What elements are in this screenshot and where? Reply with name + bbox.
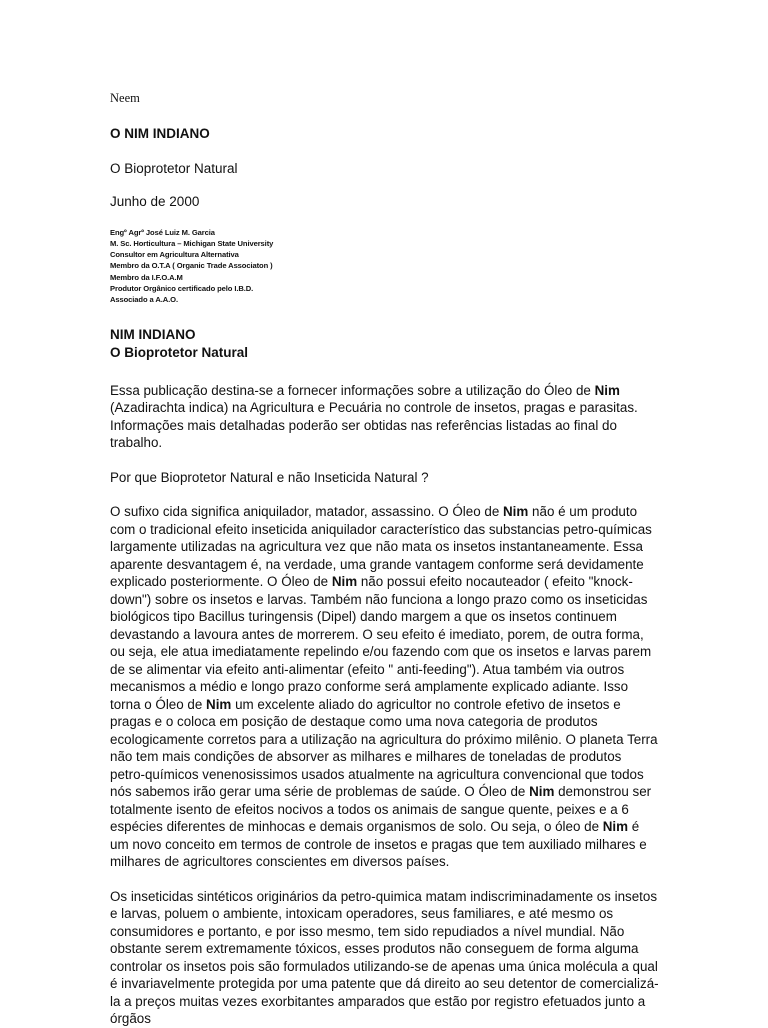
nim-term: Nim: [331, 574, 358, 590]
paragraph-inseticidas: Os inseticidas sintéticos originários da petro-quimica matam indiscriminadamente os insetos e larvas, poluem o ambiente, intoxicam operadores, seus familiares, e até mesmo os consumidores e portanto, e por isso mesmo, tem sido repudiados a nível mundial. Não obstante serem extremamente tóxicos, esses produtos não conseguem de forma alguma controlar os insetos pois são formulados utilizando-se de apenas uma única molécula a qual é invariavelmente protegida por uma patente que dá direito ao seu detentor de comercializá-la a preços muitas vezes exorbitantes amparados que estão por registro efetuados junto a órgãos: [110, 888, 659, 1027]
credit-line: Membro da O.T.A ( Organic Trade Associaton ): [110, 261, 273, 271]
top-label: Neem: [110, 91, 140, 105]
text-run: não possui efeito nocauteador ( efeito "knock-down") sobre os insetos e larvas. Também não funciona a longo prazo como os inseticidas biológicos tipo Bacillus turingensis (Dipel) dando margem a que os insetos continuem devastando a lavoura antes de morrerem. O seu efeito é imediato, porem, de outra forma, ou seja, ele atua imediatamente repelindo e/ou fazendo com que os insetos e larvas parem de se alimentar via efeito anti-alimentar (efeito " anti-feeding"). Atua também via outros mecanismos a médio e longo prazo conforme será amplamente explicado adiante. Isso torna o Óleo de: [110, 574, 652, 712]
text-run: Essa publicação destina-se a fornecer informações sobre a utilização do Óleo de: [110, 382, 595, 398]
credit-line: Consultor em Agricultura Alternativa: [110, 250, 239, 260]
credit-line: Engº Agrº José Luiz M. Garcia: [110, 227, 215, 237]
nim-term: Nim: [503, 504, 529, 520]
section-heading-line2: O Bioprotetor Natural: [110, 344, 249, 360]
paragraph-intro: [110, 382, 660, 452]
author-credits: [110, 227, 660, 306]
credit-line: Membro da I.F.O.A.M: [110, 272, 183, 282]
text-run: demonstrou ser totalmente isento de efeitos nocivos a todos os animais de sangue quente, peixes e a 6 espécies diferentes de minhocas e demais organismos de solo. Ou seja, o óleo de: [110, 784, 652, 835]
nim-term: Nim: [206, 696, 232, 712]
document-subtitle: O Bioprotetor Natural: [110, 160, 238, 176]
section-heading: [110, 326, 660, 362]
text-run: (Azadirachta indica) na Agricultura e Pecuária no controle de insetos, pragas e parasitas. Informações mais detalhadas poderão ser obtidas nas referências listadas ao final do trabalho.: [110, 400, 638, 451]
text-run: um excelente aliado do agricultor no controle efetivo de insetos e pragas e o coloca em posição de destaque como uma nova categoria de produtos ecologicamente corretos para a utilização na agricultura do próximo milênio. O planeta Terra não tem mais condições de absorver as milhares e milhares de toneladas de produtos petro-químicos venenosissimos usados atualmente na agricultura convencional que todos nós sabemos irão gerar uma série de problemas de saúde. O Óleo de: [110, 696, 658, 800]
document-page: [110, 90, 660, 1028]
credit-line: M. Sc. Horticultura – Michigan State University: [110, 238, 274, 248]
credit-line: Associado a A.A.O.: [110, 295, 178, 305]
paragraph-sufixo: [110, 503, 660, 871]
nim-term: Nim: [602, 819, 629, 835]
nim-term: Nim: [529, 784, 555, 800]
text-run: O sufixo cida significa aniquilador, matador, assassino. O Óleo de: [110, 504, 504, 520]
text-run: é um novo conceito em termos de controle de insetos e pragas que tem auxiliado milhares e milhares de agricultores conscientes em diversos países.: [110, 819, 647, 870]
document-title: O NIM INDIANO: [110, 126, 210, 141]
section-heading-line1: NIM INDIANO: [110, 326, 196, 342]
text-run: não é um produto com o tradicional efeito inseticida aniquilador característico das substancias petro-químicas largamente utilizadas na agricultura vez que não mata os insetos instantaneamente. Essa aparente desvantagem é, na verdade, uma grande vantagem conforme será devidamente explicado posteriormente. O Óleo de: [110, 504, 652, 590]
paragraph-question: Por que Bioprotetor Natural e não Inseticida Natural ?: [110, 469, 429, 485]
document-date: Junho de 2000: [110, 194, 200, 209]
nim-term: Nim: [594, 382, 620, 398]
credit-line: Produtor Orgânico certificado pelo I.B.D.: [110, 283, 254, 293]
